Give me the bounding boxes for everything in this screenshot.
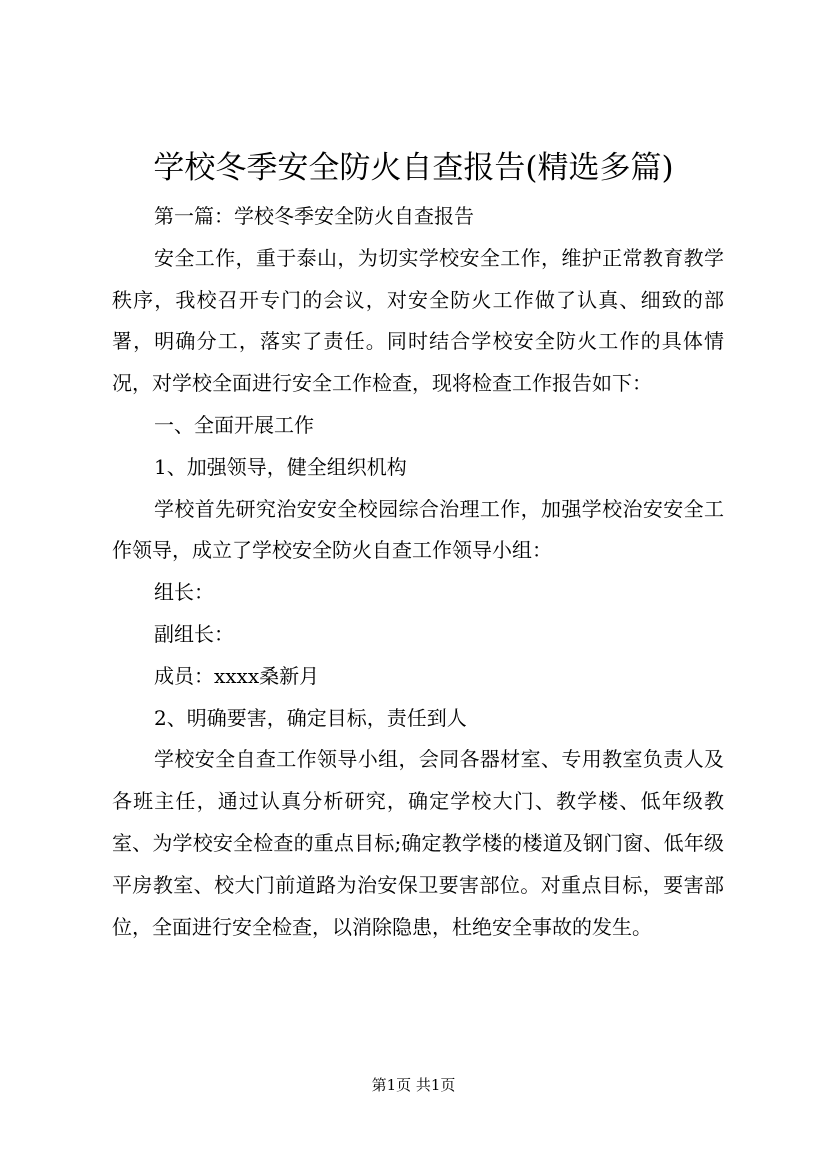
subsection-heading: 1、加强领导，健全组织机构 [154, 454, 407, 479]
section-heading: 第一篇：学校冬季安全防火自查报告 [154, 204, 474, 228]
document-title: 学校冬季安全防火自查报告(精选多篇) [153, 150, 674, 186]
section-heading: 一、全面开展工作 [154, 412, 314, 437]
list-item: 组长： [154, 580, 214, 605]
paragraph: 安全工作，重于泰山，为切实学校安全工作，维护正常教育教学秩序，我校召开专门的会议，对安全防火工作做了认真、细致的部署，明确分工，落实了责任。同时结合学校安全防火工作的具体情况，对学校全面进行安全工作检查，现将检查工作报告如下： [112, 245, 724, 396]
paragraph: 学校安全自查工作领导小组，会同各器材室、专用教室负责人及各班主任，通过认真分析研究，确定学校大门、教学楼、低年级教室、为学校安全检查的重点目标;确定教学楼的楼道及钢门窗、低年级平房教室、校大门前道路为治安保卫要害部位。对重点目标，要害部位，全面进行安全检查，以消除隐患，杜绝安全事故的发生。 [112, 747, 724, 939]
document-body [112, 196, 724, 948]
list-item: 成员：xxxx桑新月 [154, 663, 320, 688]
page-footer: 第1页 共1页 [371, 1076, 456, 1094]
list-item: 副组长： [154, 621, 234, 646]
paragraph: 学校首先研究治安安全校园综合治理工作，加强学校治安安全工作领导，成立了学校安全防火自查工作领导小组： [112, 496, 724, 563]
subsection-heading: 2、明确要害，确定目标，责任到人 [154, 705, 467, 730]
